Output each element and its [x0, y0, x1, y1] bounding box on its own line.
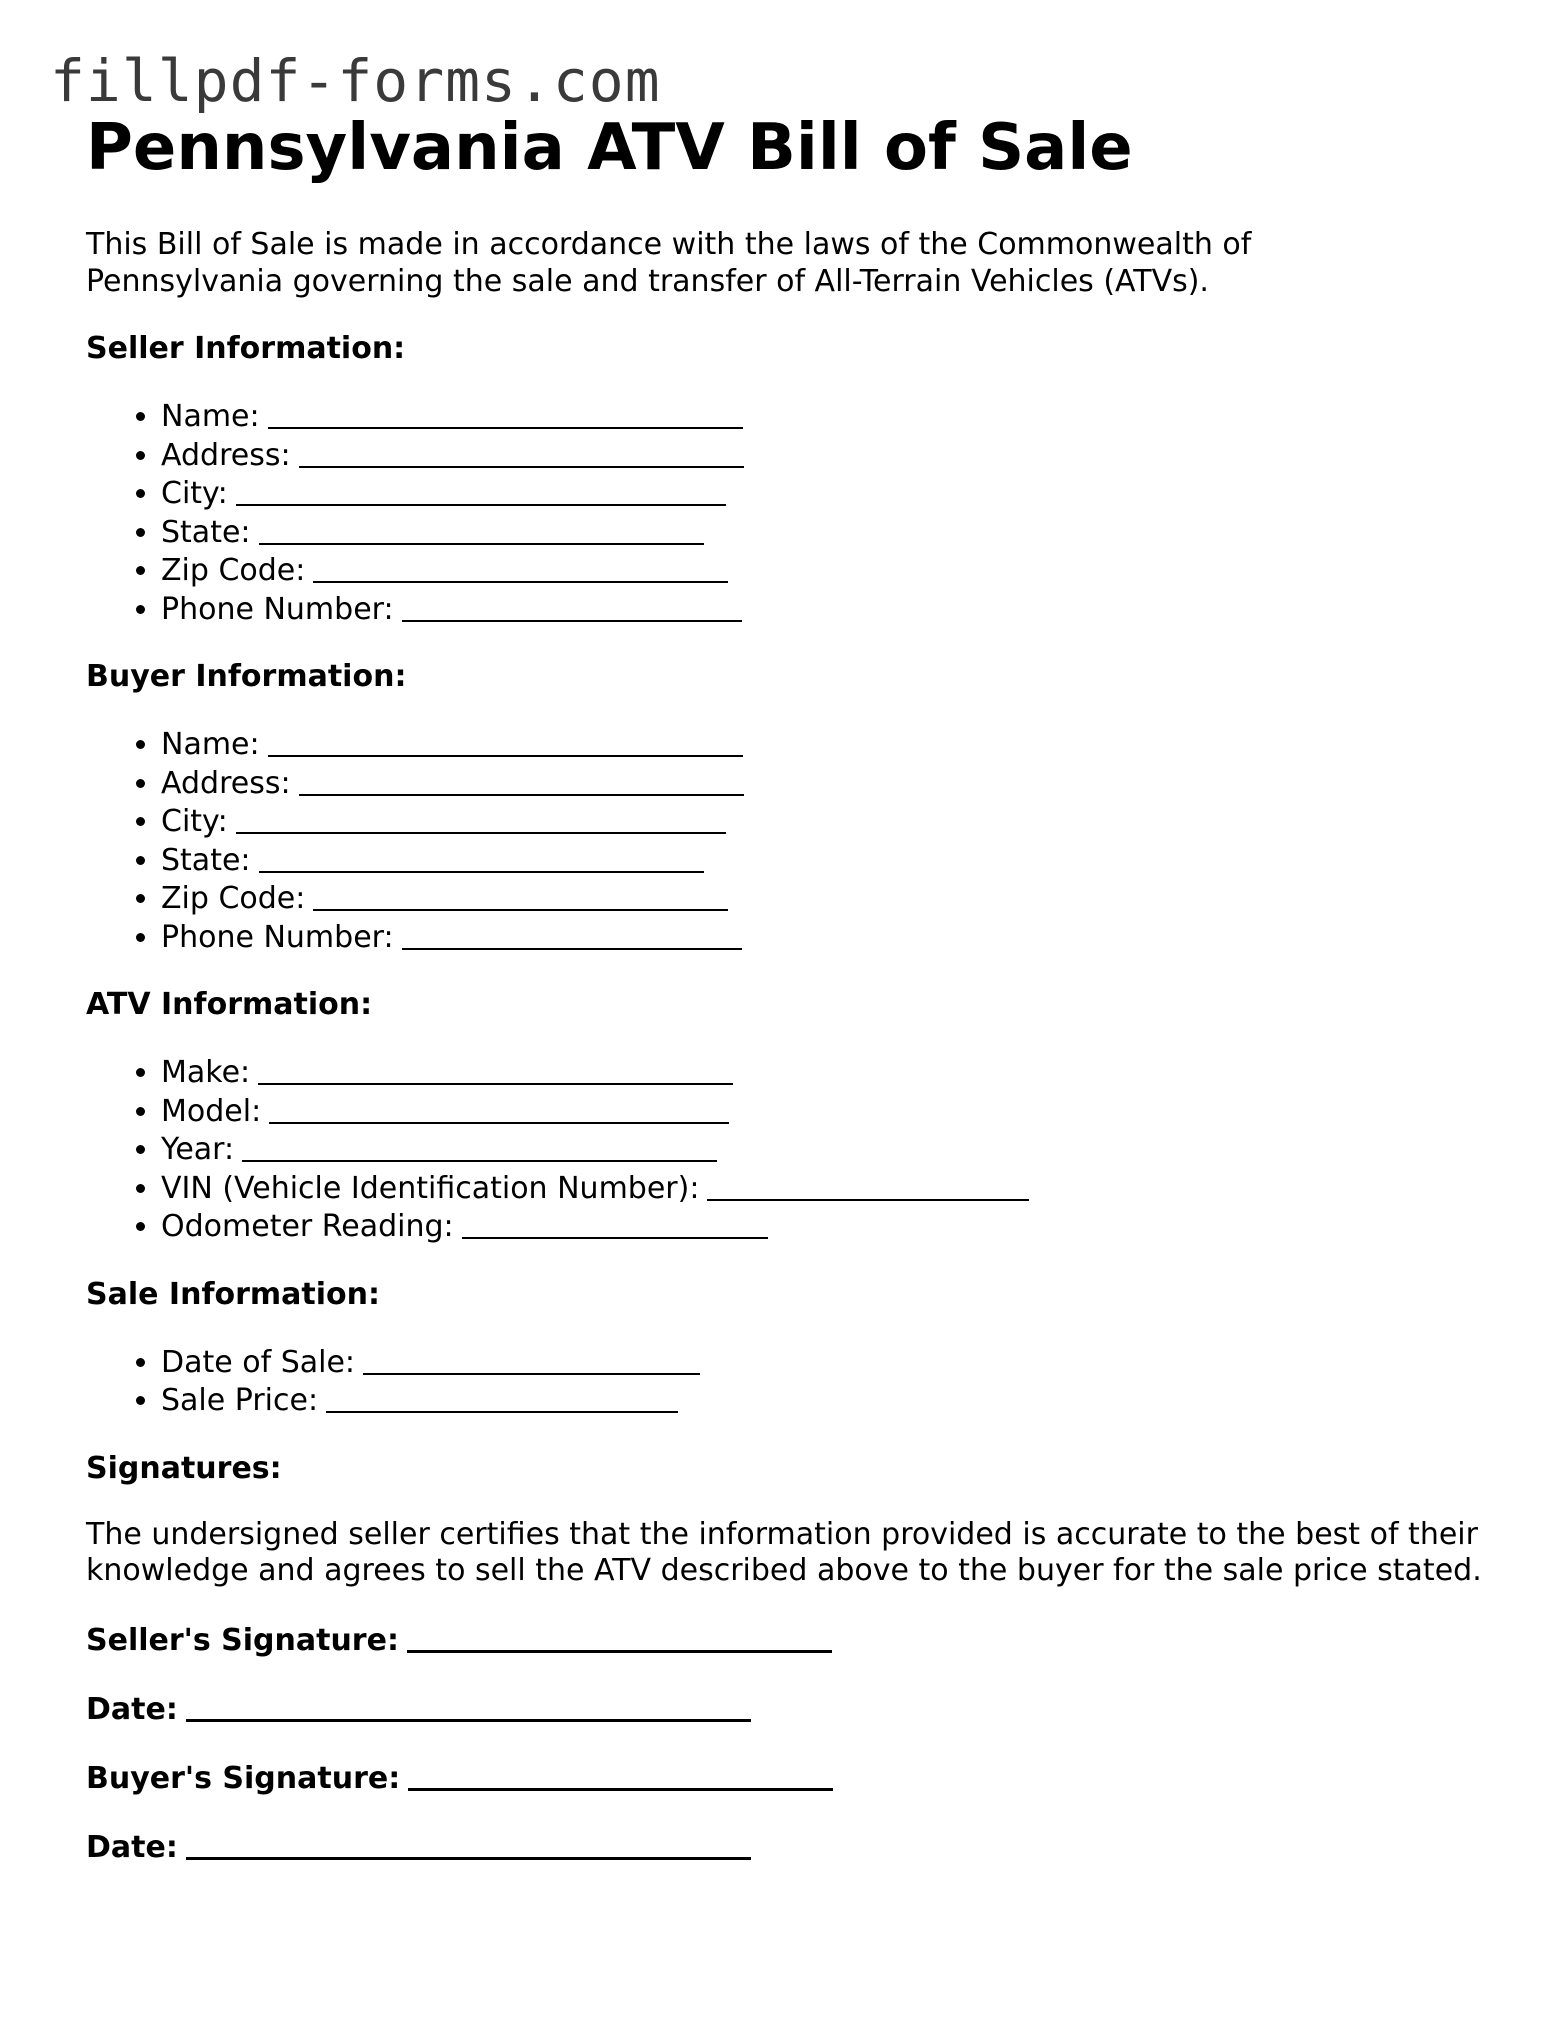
field-label: Date of Sale:: [161, 1344, 356, 1380]
seller-address-field: [161, 436, 1486, 475]
sale-price-field: [161, 1381, 1486, 1420]
field-label: Model:: [161, 1093, 262, 1129]
field-label: Name:: [161, 727, 260, 762]
seller-signature-label: Seller's Signature:: [86, 1622, 399, 1658]
seller-date-label: Date:: [86, 1691, 178, 1727]
field-label: Sale Price:: [161, 1383, 319, 1418]
buyer-signature-line: [86, 1758, 1486, 1797]
atv-vin-field: [161, 1169, 1486, 1208]
intro-paragraph: This Bill of Sale is made in accordance with the laws of the Commonwealth of Pennsylvania governing the sale and transfer of All-Terrain Vehicles (ATVs).: [86, 227, 1252, 299]
seller-zip-field: [161, 551, 1486, 590]
atv-section-heading: ATV Information:: [86, 987, 373, 1022]
field-label: State:: [161, 842, 251, 878]
seller-name-blank[interactable]: [268, 397, 743, 429]
field-label: Phone Number:: [161, 919, 394, 955]
atv-odometer-field: [161, 1207, 1486, 1246]
buyer-city-blank[interactable]: [236, 802, 726, 834]
buyer-state-field: [161, 841, 1486, 880]
buyer-date-label: Date:: [86, 1829, 178, 1865]
sale-field-list: [86, 1343, 1486, 1420]
field-label: Zip Code:: [161, 881, 306, 916]
seller-zip-blank[interactable]: [313, 551, 728, 583]
buyer-name-field: [161, 725, 1486, 764]
field-label: Address:: [161, 437, 291, 473]
field-label: State:: [161, 514, 251, 550]
atv-model-field: [161, 1092, 1486, 1131]
signatures-section-heading: Signatures:: [86, 1450, 282, 1486]
atv-make-field: [161, 1053, 1486, 1092]
atv-make-blank[interactable]: [258, 1053, 733, 1085]
seller-phone-blank[interactable]: [402, 590, 742, 622]
document-title: Pennsylvania ATV Bill of Sale: [86, 111, 1133, 185]
field-label: Make:: [161, 1055, 251, 1090]
buyer-zip-field: [161, 879, 1486, 918]
atv-model-blank[interactable]: [269, 1092, 729, 1124]
buyer-phone-blank[interactable]: [402, 918, 742, 950]
seller-state-blank[interactable]: [259, 513, 704, 545]
seller-phone-field: [161, 590, 1486, 629]
seller-address-blank[interactable]: [299, 436, 744, 468]
buyer-phone-field: [161, 918, 1486, 957]
field-label: Name:: [161, 399, 260, 434]
buyer-city-field: [161, 802, 1486, 841]
seller-field-list: [86, 397, 1486, 628]
buyer-date-line: [86, 1827, 1486, 1866]
sale-section-heading: Sale Information:: [86, 1276, 380, 1312]
atv-year-blank[interactable]: [242, 1130, 717, 1162]
seller-signature-blank[interactable]: [407, 1620, 832, 1653]
seller-city-field: [161, 474, 1486, 513]
buyer-zip-blank[interactable]: [313, 879, 728, 911]
field-label: Address:: [161, 765, 291, 801]
bill-of-sale-document: [86, 108, 1486, 1866]
field-label: VIN (Vehicle Identification Number):: [161, 1170, 700, 1206]
buyer-address-field: [161, 764, 1486, 803]
sale-date-field: [161, 1343, 1486, 1382]
field-label: Year:: [161, 1132, 235, 1167]
field-label: Zip Code:: [161, 553, 306, 588]
buyer-signature-label: Buyer's Signature:: [86, 1760, 401, 1796]
field-label: Odometer Reading:: [161, 1209, 454, 1244]
seller-city-blank[interactable]: [236, 474, 726, 506]
sale-price-blank[interactable]: [326, 1381, 678, 1413]
buyer-section-heading: Buyer Information:: [86, 659, 407, 694]
seller-state-field: [161, 513, 1486, 552]
seller-date-blank[interactable]: [186, 1689, 751, 1722]
buyer-state-blank[interactable]: [259, 841, 704, 873]
field-label: Phone Number:: [161, 591, 394, 627]
seller-date-line: [86, 1689, 1486, 1728]
watermark-text: fillpdf-forms.com: [50, 47, 661, 115]
atv-field-list: [86, 1053, 1486, 1246]
buyer-address-blank[interactable]: [299, 764, 744, 796]
seller-signature-line: [86, 1620, 1486, 1659]
sale-date-blank[interactable]: [363, 1343, 700, 1375]
buyer-signature-blank[interactable]: [408, 1758, 833, 1791]
atv-vin-blank[interactable]: [707, 1169, 1029, 1201]
atv-odometer-blank[interactable]: [462, 1207, 768, 1239]
seller-section-heading: Seller Information:: [86, 331, 406, 366]
seller-name-field: [161, 397, 1486, 436]
certification-statement: The undersigned seller certifies that the information provided is accurate to the best of their knowledge and agrees to sell the ATV described above to the buyer for the sale price stated.: [86, 1516, 1482, 1588]
buyer-field-list: [86, 725, 1486, 956]
buyer-name-blank[interactable]: [268, 725, 743, 757]
field-label: City:: [161, 476, 228, 511]
field-label: City:: [161, 804, 228, 839]
atv-year-field: [161, 1130, 1486, 1169]
buyer-date-blank[interactable]: [186, 1827, 751, 1860]
